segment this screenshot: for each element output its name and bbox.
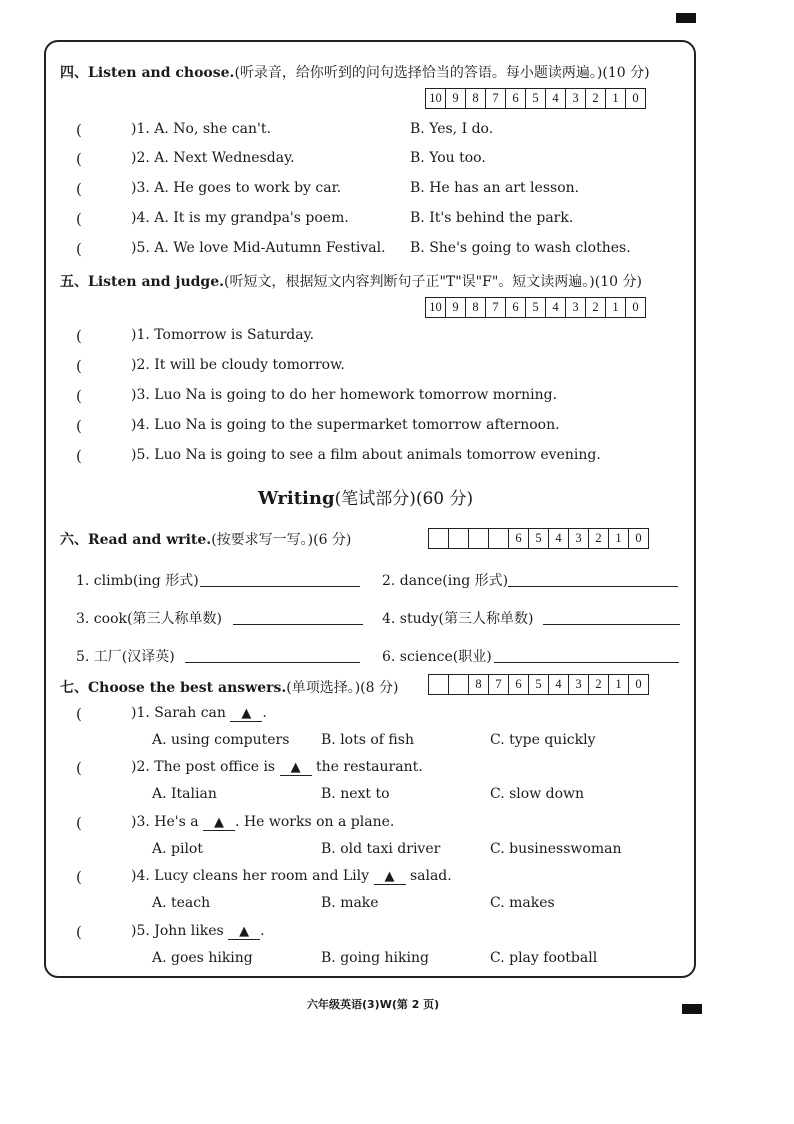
score-cell[interactable]: 0 — [628, 529, 648, 548]
writing-heading: Writing(笔试部分)(60 分) — [258, 488, 474, 509]
write-answer-line[interactable] — [494, 646, 679, 663]
mcq-option-a: A. Italian — [152, 786, 217, 802]
judge-statement: )1. Tomorrow is Saturday. — [131, 327, 315, 343]
answer-paren[interactable]: ( — [76, 759, 82, 777]
mcq-option-a: A. pilot — [152, 841, 203, 857]
section4-score-box — [425, 88, 646, 109]
score-cell[interactable]: 3 — [565, 298, 585, 317]
question-option-a: )2. A. Next Wednesday. — [131, 150, 295, 166]
score-cell[interactable] — [488, 529, 508, 548]
score-cell[interactable]: 1 — [608, 675, 628, 694]
score-cell[interactable]: 5 — [525, 298, 545, 317]
write-prompt: 3. cook(第三人称单数) — [76, 611, 222, 627]
score-cell[interactable]: 4 — [548, 675, 568, 694]
score-cell[interactable]: 8 — [465, 89, 485, 108]
page-footer: 六年级英语(3)W(第 2 页) — [307, 998, 440, 1011]
score-cell[interactable]: 9 — [445, 89, 465, 108]
score-cell[interactable]: 3 — [568, 529, 588, 548]
score-cell[interactable]: 4 — [545, 89, 565, 108]
mcq-option-c: C. type quickly — [490, 732, 596, 748]
answer-paren[interactable]: ( — [76, 814, 82, 832]
answer-paren[interactable]: ( — [76, 180, 82, 198]
score-cell[interactable] — [429, 529, 448, 548]
mcq-option-c: C. play football — [490, 950, 598, 966]
answer-paren[interactable]: ( — [76, 150, 82, 168]
section6-title: 六、Read and write.(按要求写一写。)(6 分) — [60, 532, 352, 548]
score-cell[interactable]: 0 — [625, 298, 645, 317]
write-answer-line[interactable] — [233, 608, 363, 625]
score-cell[interactable]: 6 — [508, 529, 528, 548]
score-cell[interactable]: 5 — [525, 89, 545, 108]
score-cell[interactable]: 6 — [505, 89, 525, 108]
score-cell[interactable]: 10 — [429, 300, 442, 314]
section7-score-box — [428, 674, 649, 695]
write-prompt: 2. dance(ing 形式) — [382, 573, 509, 589]
mcq-option-a: A. teach — [152, 895, 211, 911]
question-option-b: B. It's behind the park. — [410, 210, 574, 226]
section4-title: 四、Listen and choose.(听录音，给你听到的问句选择恰当的答语。每小题读两遍。)(10 分) — [60, 65, 650, 81]
write-prompt: 5. 工厂(汉译英) — [76, 649, 175, 665]
answer-paren[interactable]: ( — [76, 327, 82, 345]
mcq-option-c: C. businesswoman — [490, 841, 622, 857]
score-cell[interactable]: 2 — [588, 529, 608, 548]
score-cell[interactable]: 10 — [429, 91, 442, 105]
score-cell[interactable]: 4 — [548, 529, 568, 548]
score-cell[interactable]: 1 — [605, 298, 625, 317]
score-cell[interactable]: 5 — [528, 529, 548, 548]
corner-mark-bottom — [682, 1004, 702, 1014]
score-cell[interactable]: 3 — [565, 89, 585, 108]
answer-paren[interactable]: ( — [76, 121, 82, 139]
blank-triangle-icon: ▲ — [230, 706, 262, 722]
answer-paren[interactable]: ( — [76, 923, 82, 941]
answer-paren[interactable]: ( — [76, 357, 82, 375]
answer-paren[interactable]: ( — [76, 210, 82, 228]
score-cell[interactable]: 8 — [468, 675, 488, 694]
write-answer-line[interactable] — [185, 646, 360, 663]
score-cell[interactable]: 2 — [585, 89, 605, 108]
mcq-option-c: C. slow down — [490, 786, 585, 802]
section6-score-box — [428, 528, 649, 549]
mcq-option-a: A. using computers — [152, 732, 290, 748]
score-cell[interactable]: 7 — [488, 675, 508, 694]
score-cell[interactable]: 9 — [445, 298, 465, 317]
answer-paren[interactable]: ( — [76, 447, 82, 465]
mcq-stem: )3. He's a ▲ . He works on a plane. — [131, 814, 395, 830]
question-option-a: )4. A. It is my grandpa's poem. — [131, 210, 349, 226]
score-cell[interactable]: 6 — [505, 298, 525, 317]
mcq-stem: )2. The post office is ▲ the restaurant. — [131, 759, 423, 775]
score-cell[interactable]: 5 — [528, 675, 548, 694]
blank-triangle-icon: ▲ — [203, 815, 235, 831]
score-cell[interactable]: 4 — [545, 298, 565, 317]
mcq-option-a: A. goes hiking — [152, 950, 253, 966]
score-cell[interactable]: 6 — [508, 675, 528, 694]
blank-triangle-icon: ▲ — [374, 869, 406, 885]
answer-paren[interactable]: ( — [76, 705, 82, 723]
score-cell[interactable]: 1 — [608, 529, 628, 548]
write-answer-line[interactable] — [543, 608, 680, 625]
score-cell[interactable]: 0 — [628, 675, 648, 694]
answer-paren[interactable]: ( — [76, 868, 82, 886]
blank-triangle-icon: ▲ — [280, 760, 312, 776]
answer-paren[interactable]: ( — [76, 417, 82, 435]
score-cell[interactable]: 3 — [568, 675, 588, 694]
score-cell[interactable]: 1 — [605, 89, 625, 108]
write-answer-line[interactable] — [508, 570, 678, 587]
score-cell[interactable]: 0 — [625, 89, 645, 108]
score-cell[interactable]: 7 — [485, 89, 505, 108]
corner-mark-top — [676, 13, 696, 23]
section7-title: 七、Choose the best answers.(单项选择。)(8 分) — [60, 680, 399, 696]
write-prompt: 1. climb(ing 形式) — [76, 573, 199, 589]
score-cell[interactable] — [448, 529, 468, 548]
score-cell[interactable]: 2 — [585, 298, 605, 317]
question-option-b: B. You too. — [410, 150, 486, 166]
mcq-option-b: B. next to — [321, 786, 390, 802]
blank-triangle-icon: ▲ — [228, 924, 260, 940]
question-option-b: B. She's going to wash clothes. — [410, 240, 631, 256]
mcq-option-b: B. going hiking — [321, 950, 429, 966]
score-cell[interactable]: 2 — [588, 675, 608, 694]
judge-statement: )5. Luo Na is going to see a film about animals tomorrow evening. — [131, 447, 601, 463]
question-option-a: )3. A. He goes to work by car. — [131, 180, 342, 196]
mcq-stem: )1. Sarah can ▲ . — [131, 705, 267, 721]
mcq-stem: )5. John likes ▲ . — [131, 923, 265, 939]
section5-title: 五、Listen and judge.(听短文，根据短文内容判断句子正"T"误"F"。短文读两遍。)(10 分) — [60, 274, 642, 290]
write-prompt: 6. science(职业) — [382, 649, 492, 665]
mcq-option-b: B. make — [321, 895, 379, 911]
question-option-a: )1. A. No, she can't. — [131, 121, 271, 137]
score-cell[interactable] — [468, 529, 488, 548]
question-option-a: )5. A. We love Mid-Autumn Festival. — [131, 240, 386, 256]
score-cell[interactable] — [429, 675, 448, 694]
judge-statement: )2. It will be cloudy tomorrow. — [131, 357, 345, 373]
judge-statement: )4. Luo Na is going to the supermarket tomorrow afternoon. — [131, 417, 560, 433]
answer-paren[interactable]: ( — [76, 387, 82, 405]
mcq-option-b: B. lots of fish — [321, 732, 414, 748]
score-cell[interactable]: 7 — [485, 298, 505, 317]
answer-paren[interactable]: ( — [76, 240, 82, 258]
write-answer-line[interactable] — [200, 570, 360, 587]
score-cell[interactable]: 8 — [465, 298, 485, 317]
mcq-option-b: B. old taxi driver — [321, 841, 441, 857]
mcq-option-c: C. makes — [490, 895, 555, 911]
judge-statement: )3. Luo Na is going to do her homework tomorrow morning. — [131, 387, 558, 403]
question-option-b: B. He has an art lesson. — [410, 180, 580, 196]
section5-score-box — [425, 297, 646, 318]
question-option-b: B. Yes, I do. — [410, 121, 494, 137]
score-cell[interactable] — [448, 675, 468, 694]
mcq-stem: )4. Lucy cleans her room and Lily ▲ salad. — [131, 868, 452, 884]
write-prompt: 4. study(第三人称单数) — [382, 611, 534, 627]
